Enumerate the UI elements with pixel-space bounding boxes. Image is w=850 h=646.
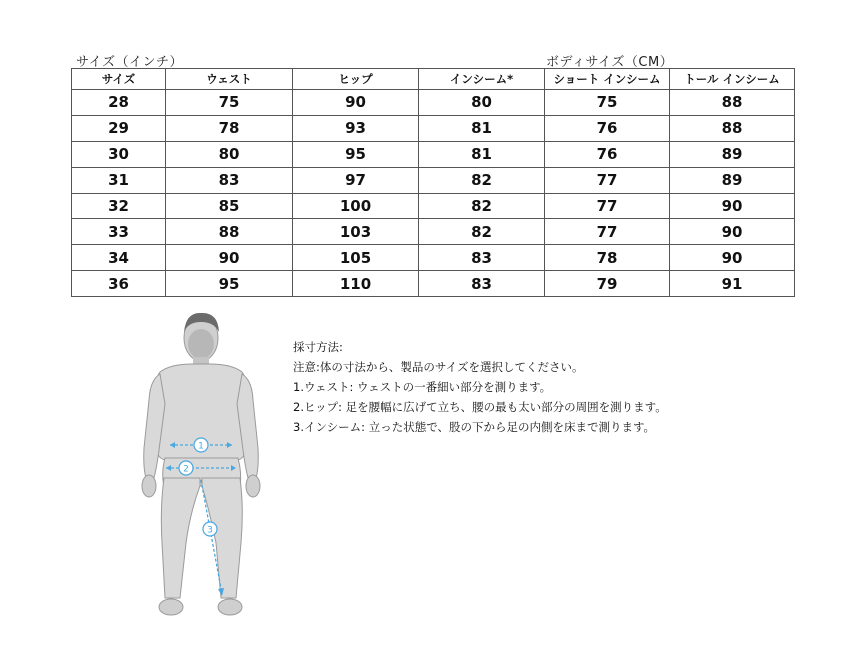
cell-inseam: 81 xyxy=(419,115,545,141)
table-row xyxy=(72,90,795,116)
header-inseam: インシーム* xyxy=(419,69,545,90)
header-tall-inseam: トール インシーム xyxy=(670,69,795,90)
cell-waist: 80 xyxy=(166,141,293,167)
cell-hip: 93 xyxy=(293,115,419,141)
instructions-step-waist: 1.ウェスト: ウェストの一番細い部分を測ります。 xyxy=(293,380,552,394)
caption-body-size-cm: ボディサイズ（CM） xyxy=(546,55,674,70)
cell-size: 34 xyxy=(72,245,166,271)
table-header-row xyxy=(72,69,795,90)
cell-tall-inseam: 91 xyxy=(670,271,795,297)
table-row xyxy=(72,271,795,297)
instructions-step-hip: 2.ヒップ: 足を腰幅に広げて立ち、腰の最も太い部分の周囲を測ります。 xyxy=(293,400,667,414)
human-figure-illustration xyxy=(130,308,280,626)
cell-short-inseam: 77 xyxy=(545,167,670,193)
cell-hip: 97 xyxy=(293,167,419,193)
cell-short-inseam: 75 xyxy=(545,90,670,116)
cell-size: 32 xyxy=(72,193,166,219)
cell-size: 28 xyxy=(72,90,166,116)
figure-right-arm xyxy=(237,374,258,478)
cell-size: 36 xyxy=(72,271,166,297)
measurement-instructions xyxy=(293,337,667,437)
cell-waist: 85 xyxy=(166,193,293,219)
header-waist: ウェスト xyxy=(166,69,293,90)
figure-left-arm xyxy=(144,374,165,478)
cell-size: 33 xyxy=(72,219,166,245)
cell-hip: 105 xyxy=(293,245,419,271)
cell-hip: 90 xyxy=(293,90,419,116)
cell-inseam: 81 xyxy=(419,141,545,167)
cell-hip: 103 xyxy=(293,219,419,245)
table-row xyxy=(72,245,795,271)
cell-tall-inseam: 88 xyxy=(670,90,795,116)
cell-size: 29 xyxy=(72,115,166,141)
cell-waist: 75 xyxy=(166,90,293,116)
instructions-step-inseam: 3.インシーム: 立った状態で、股の下から足の内側を床まで測ります。 xyxy=(293,420,656,434)
caption-inches: サイズ（インチ） xyxy=(76,55,183,70)
table-row xyxy=(72,193,795,219)
cell-waist: 83 xyxy=(166,167,293,193)
figure-right-hand xyxy=(246,475,260,497)
cell-tall-inseam: 88 xyxy=(670,115,795,141)
cell-inseam: 80 xyxy=(419,90,545,116)
cell-short-inseam: 77 xyxy=(545,193,670,219)
header-size: サイズ xyxy=(72,69,166,90)
cell-short-inseam: 78 xyxy=(545,245,670,271)
body-measurement-figure xyxy=(130,308,280,626)
instructions-note: 注意:体の寸法から、製品のサイズを選択してください。 xyxy=(293,360,584,374)
inseam-marker-number: 3 xyxy=(207,525,213,536)
hip-marker-number: 2 xyxy=(183,464,189,475)
cell-tall-inseam: 90 xyxy=(670,245,795,271)
cell-inseam: 83 xyxy=(419,245,545,271)
cell-short-inseam: 76 xyxy=(545,141,670,167)
instructions-title: 採寸方法: xyxy=(293,340,343,354)
cell-hip: 110 xyxy=(293,271,419,297)
cell-short-inseam: 79 xyxy=(545,271,670,297)
figure-left-leg xyxy=(161,478,200,598)
figure-left-hand xyxy=(142,475,156,497)
table-row xyxy=(72,141,795,167)
figure-face-shade xyxy=(188,329,214,359)
cell-size: 31 xyxy=(72,167,166,193)
cell-inseam: 82 xyxy=(419,193,545,219)
figure-left-foot xyxy=(159,599,183,615)
cell-size: 30 xyxy=(72,141,166,167)
size-chart-table xyxy=(71,68,795,297)
figure-right-foot xyxy=(218,599,242,615)
table-row xyxy=(72,115,795,141)
cell-hip: 100 xyxy=(293,193,419,219)
cell-inseam: 82 xyxy=(419,167,545,193)
figure-right-leg xyxy=(202,478,242,598)
cell-waist: 78 xyxy=(166,115,293,141)
cell-hip: 95 xyxy=(293,141,419,167)
waist-marker-number: 1 xyxy=(198,441,204,452)
cell-short-inseam: 76 xyxy=(545,115,670,141)
table-row xyxy=(72,167,795,193)
table-row xyxy=(72,219,795,245)
cell-inseam: 83 xyxy=(419,271,545,297)
cell-tall-inseam: 89 xyxy=(670,167,795,193)
header-hip: ヒップ xyxy=(293,69,419,90)
cell-tall-inseam: 90 xyxy=(670,219,795,245)
cell-tall-inseam: 89 xyxy=(670,141,795,167)
cell-waist: 88 xyxy=(166,219,293,245)
header-short-inseam: ショート インシーム xyxy=(545,69,670,90)
cell-tall-inseam: 90 xyxy=(670,193,795,219)
cell-short-inseam: 77 xyxy=(545,219,670,245)
cell-waist: 95 xyxy=(166,271,293,297)
cell-inseam: 82 xyxy=(419,219,545,245)
cell-waist: 90 xyxy=(166,245,293,271)
